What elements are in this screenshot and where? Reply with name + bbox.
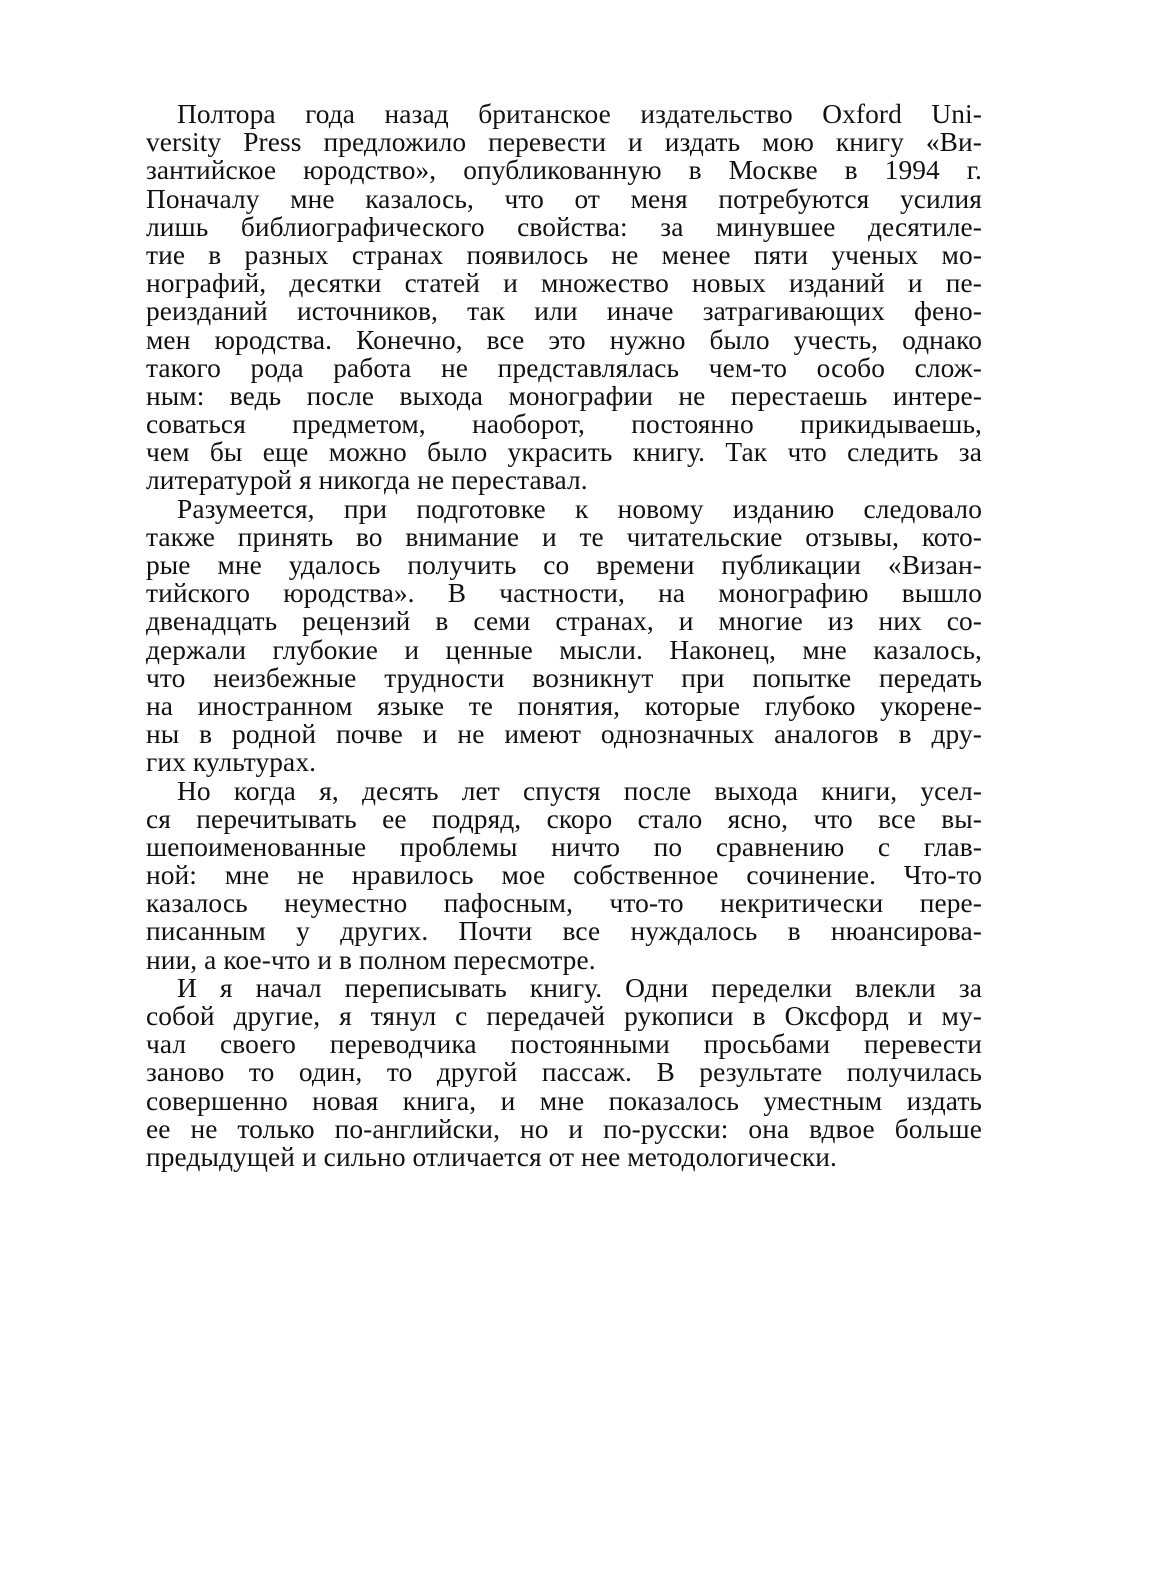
paragraph-1 — [146, 100, 982, 495]
text-line: тие в разных странах появилось не менее пяти ученых мо- — [146, 239, 982, 270]
text-line: шепоименованные проблемы ничто по сравнению с глав- — [146, 831, 982, 862]
text-line: зантийское юродство», опубликованную в Москве в 1994 г. — [146, 155, 982, 186]
text-line: versity Press предложило перевести и издать мою книгу «Ви- — [146, 127, 982, 158]
text-line: ны в родной почве и не имеют однозначных аналогов в дру- — [146, 719, 982, 750]
text-line: Разумеется, при подготовке к новому изданию следовало — [177, 493, 982, 524]
text-line: литературой я никогда не переставал. — [146, 465, 588, 496]
text-line: двенадцать рецензий в семи странах, и многие из них со- — [146, 606, 982, 637]
text-line: что неизбежные трудности возникнут при попытке передать — [146, 662, 982, 693]
text-line: на иностранном языке те понятия, которые глубоко укорене- — [146, 690, 982, 721]
text-line: Но когда я, десять лет спустя после выхода книги, усел- — [177, 775, 982, 806]
text-line: реизданий источников, так или иначе затрагивающих фено- — [146, 296, 982, 327]
text-line: Поначалу мне казалось, что от меня потребуются усилия — [146, 183, 982, 214]
text-line: соваться предметом, наоборот, постоянно прикидываешь, — [146, 409, 982, 440]
text-line: также принять во внимание и те читательские отзывы, кото- — [146, 521, 982, 552]
text-line: Полтора года назад британское издательство Oxford Uni- — [177, 99, 982, 129]
text-line: рые мне удалось получить со времени публикации «Визан- — [146, 550, 982, 580]
text-line: ся перечитывать ее подряд, скоро стало ясно, что все вы- — [146, 803, 982, 834]
text-line: нии, а кое-что и в полном пересмотре. — [146, 944, 596, 975]
text-line: казалось неуместно пафосным, что-то некритически пере- — [146, 888, 982, 919]
text-line: совершенно новая книга, и мне показалось уместным издать — [146, 1085, 982, 1116]
paragraph-3 — [146, 777, 982, 974]
paragraph-4 — [146, 974, 982, 1171]
text-line: ным: ведь после выхода монографии не перестаешь интере- — [146, 380, 982, 411]
text-line: гих культурах. — [146, 747, 317, 778]
paragraph-2 — [146, 495, 982, 777]
text-line: такого рода работа не представлялась чем-то особо слож- — [146, 352, 982, 383]
text-line: ной: мне не нравилось мое собственное сочинение. Что-то — [146, 860, 982, 891]
text-line: тийского юродства». В частности, на монографию вышло — [146, 578, 982, 609]
text-line: писанным у других. Почти все нуждалось в нюансирова- — [146, 916, 982, 947]
text-line: держали глубокие и ценные мысли. Наконец, мне казалось, — [146, 634, 982, 665]
text-line: заново то один, то другой пассаж. В результате получилась — [146, 1057, 982, 1088]
text-line: чал своего переводчика постоянными просьбами перевести — [146, 1029, 982, 1060]
text-line: лишь библиографического свойства: за минувшее десятиле- — [146, 211, 982, 242]
text-line: чем бы еще можно было украсить книгу. Так что следить за — [146, 437, 982, 468]
text-line: ее не только по-английски, но и по-русски: она вдвое больше — [146, 1113, 982, 1144]
text-line: мен юродства. Конечно, все это нужно было учесть, однако — [146, 324, 982, 355]
text-line: предыдущей и сильно отличается от нее методологически. — [146, 1141, 837, 1172]
text-line: И я начал переписывать книгу. Одни переделки влекли за — [177, 972, 982, 1003]
text-line: нографий, десятки статей и множество новых изданий и пе- — [146, 268, 982, 299]
text-line: собой другие, я тянул с передачей рукописи в Оксфорд и му- — [146, 1001, 982, 1031]
body-text — [146, 100, 982, 1171]
